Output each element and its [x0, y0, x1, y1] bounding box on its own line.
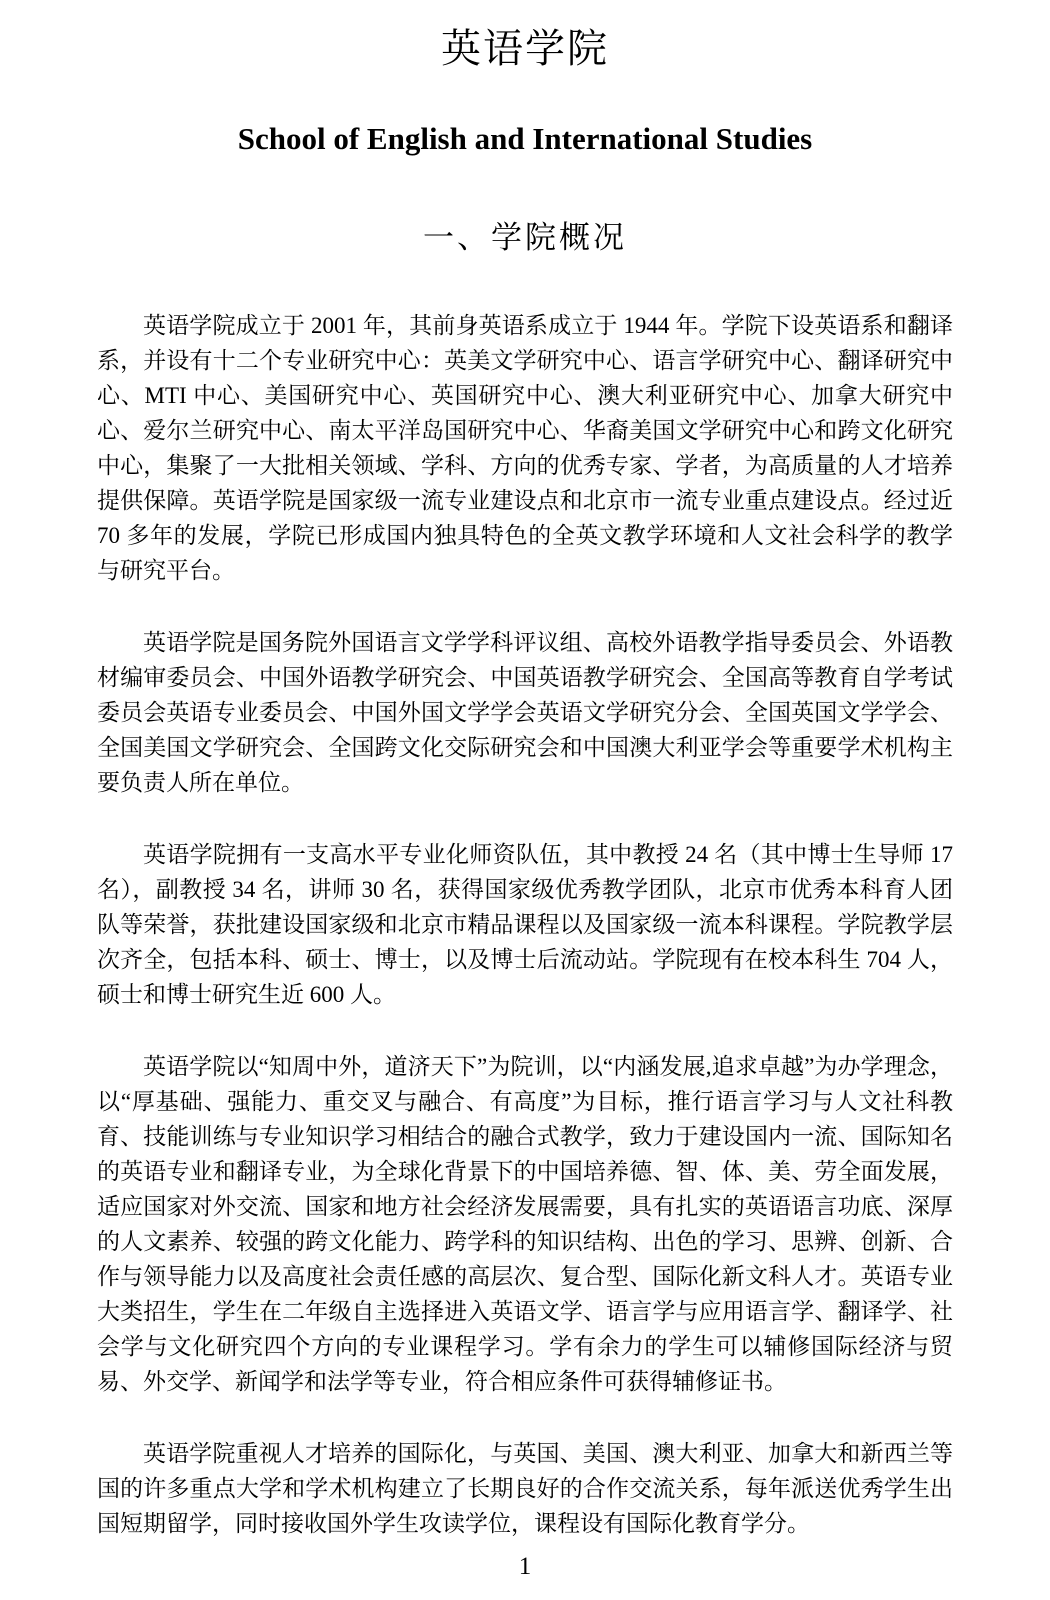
page-title: 英语学院: [441, 27, 609, 71]
document-body: [0, 308, 1050, 1541]
body-paragraph: 英语学院拥有一支高水平专业化师资队伍，其中教授 24 名（其中博士生导师 17 名），副教授 34 名，讲师 30 名，获得国家级优秀教学团队，北京市优秀本科育人团队等荣誉，获批建设国家级和北京市精品课程以及国家级一流本科课程。学院教学层次齐全，包括本科、硕士、博士，以及博士后流动站。学院现有在校本科生 704 人，硕士和博士研究生近 600 人。: [97, 842, 953, 1007]
body-paragraph: 英语学院重视人才培养的国际化，与英国、美国、澳大利亚、加拿大和新西兰等国的许多重点大学和学术机构建立了长期良好的合作交流关系，每年派送优秀学生出国短期留学，同时接收国外学生攻读学位，课程设有国际化教育学分。: [97, 1441, 953, 1536]
page-subtitle: School of English and International Studies: [237, 121, 813, 156]
page-number: 1: [518, 1553, 532, 1580]
section-heading: 一、学院概况: [423, 220, 627, 255]
body-paragraph: 英语学院是国务院外国语言文学学科评议组、高校外语教学指导委员会、外语教材编审委员会、中国外语教学研究会、中国英语教学研究会、全国高等教育自学考试委员会英语专业委员会、中国外国文学学会英语文学研究分会、全国英国文学学会、全国美国文学研究会、全国跨文化交际研究会和中国澳大利亚学会等重要学术机构主要负责人所在单位。: [97, 630, 953, 795]
body-paragraph: 英语学院以“知周中外，道济天下”为院训，以“内涵发展,追求卓越”为办学理念，以“厚基础、强能力、重交叉与融合、有高度”为目标，推行语言学习与人文社科教育、技能训练与专业知识学习相结合的融合式教学，致力于建设国内一流、国际知名的英语专业和翻译专业，为全球化背景下的中国培养德、智、体、美、劳全面发展，适应国家对外交流、国家和地方社会经济发展需要，具有扎实的英语语言功底、深厚的人文素养、较强的跨文化能力、跨学科的知识结构、出色的学习、思辨、创新、合作与领导能力以及高度社会责任感的高层次、复合型、国际化新文科人才。英语专业大类招生，学生在二年级自主选择进入英语文学、语言学与应用语言学、翻译学、社会学与文化研究四个方向的专业课程学习。学有余力的学生可以辅修国际经济与贸易、外交学、新闻学和法学等专业，符合相应条件可获得辅修证书。: [97, 1054, 953, 1394]
body-paragraph: 英语学院成立于 2001 年，其前身英语系成立于 1944 年。学院下设英语系和翻译系，并设有十二个专业研究中心：英美文学研究中心、语言学研究中心、翻译研究中心、MTI 中心、美国研究中心、英国研究中心、澳大利亚研究中心、加拿大研究中心、爱尔兰研究中心、南太平洋岛国研究中心、华裔美国文学研究中心和跨文化研究中心，集聚了一大批相关领域、学科、方向的优秀专家、学者，为高质量的人才培养提供保障。英语学院是国家级一流专业建设点和北京市一流专业重点建设点。经过近 70 多年的发展，学院已形成国内独具特色的全英文教学环境和人文社会科学的教学与研究平台。: [97, 313, 953, 583]
